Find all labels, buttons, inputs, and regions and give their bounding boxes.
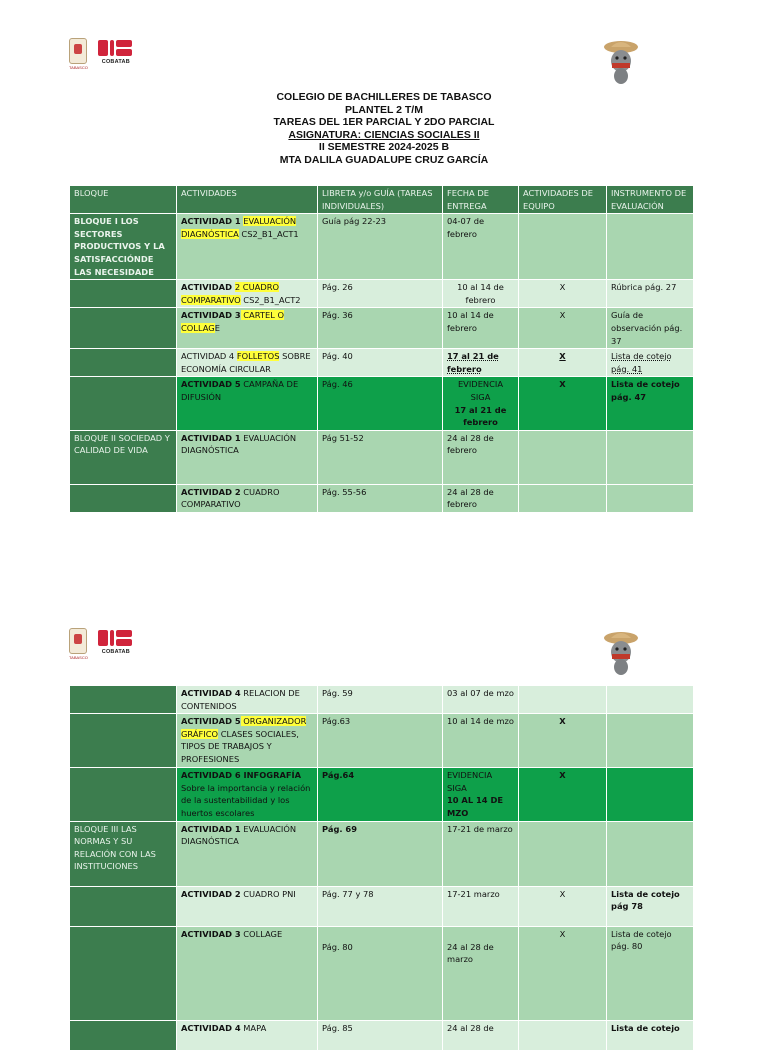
table-row — [70, 377, 694, 430]
bloque-label: BLOQUE II SOCIEDAD Y CALIDAD DE VIDA — [74, 432, 170, 456]
fecha-cell: 17-21 marzo — [443, 886, 519, 926]
bloque-cell — [70, 349, 177, 377]
fecha-text: 17 al 21 de febrero — [447, 351, 499, 374]
activity-text: CAMPAÑA DE DIFUSIÓN — [181, 379, 299, 402]
equipo-cell: X — [519, 886, 607, 926]
activity-number: ACTIVIDAD — [181, 282, 235, 293]
equipo-cell — [519, 484, 607, 512]
instrumento-cell — [607, 1020, 694, 1050]
activity-highlight: CARTEL O COLLAG — [181, 310, 284, 333]
equipo-mark: X — [559, 716, 566, 727]
libreta-cell: Pág. 85 — [318, 1020, 443, 1050]
tabasco-seal-logo — [69, 628, 88, 660]
activity-cell — [177, 768, 318, 821]
instrumento-cell — [607, 886, 694, 926]
mascot-icon — [599, 37, 643, 87]
instrumento-text: Lista de cotejo pág. 41 — [611, 351, 672, 374]
instrumento-text: Lista de cotejo pág 78 — [611, 888, 680, 912]
table-row — [70, 214, 694, 280]
bloque-cell — [70, 886, 177, 926]
bloque-label: BLOQUE I LOS SECTORES PRODUCTIVOS Y LA SATISFACCIÓNDE LAS NECESIDADE — [74, 216, 165, 277]
bloque-cell — [70, 1020, 177, 1050]
bloque-cell — [70, 484, 177, 512]
equipo-cell — [519, 214, 607, 280]
bloque-cell — [70, 821, 177, 886]
activity-cell — [177, 349, 318, 377]
libreta-cell: Pág. 59 — [318, 686, 443, 714]
equipo-cell — [519, 349, 607, 377]
col-header-instrumento: INSTRUMENTO DE EVALUACIÓN — [607, 186, 694, 214]
instrumento-cell — [607, 349, 694, 377]
table-row — [70, 349, 694, 377]
fecha-cell: 10 al 14 de febrero — [443, 308, 519, 349]
fecha-cell: 10 al 14 de febrero — [443, 280, 519, 308]
fecha-cell: 03 al 07 de mzo — [443, 686, 519, 714]
table-row — [70, 821, 694, 886]
bloque-cell — [70, 214, 177, 280]
instrumento-cell — [607, 768, 694, 821]
seal-icon — [69, 628, 87, 654]
libreta-cell — [318, 926, 443, 1020]
libreta-cell: Pág. 55-56 — [318, 484, 443, 512]
semester-title: II SEMESTRE 2024-2025 B — [318, 141, 450, 154]
tasks-title: TAREAS DEL 1ER PARCIAL Y 2DO PARCIAL — [273, 116, 495, 129]
libreta-text: Pág. 80 — [322, 941, 353, 952]
fecha-cell: 04-07 de febrero — [443, 214, 519, 280]
equipo-cell: X — [519, 926, 607, 1020]
table-row — [70, 926, 694, 1020]
activity-number: ACTIVIDAD 4 — [181, 688, 241, 698]
fecha-evidence: EVIDENCIA SIGA — [447, 770, 493, 793]
table-row — [70, 714, 694, 768]
school-name: COLEGIO DE BACHILLERES DE TABASCO — [276, 91, 492, 103]
table-header-row — [70, 186, 694, 214]
fecha-cell — [443, 768, 519, 821]
instrumento-text: Lista de cotejo — [611, 1022, 680, 1033]
instrumento-cell: Lista de cotejo pág. 80 — [607, 926, 694, 1020]
activity-number: ACTIVIDAD 2 — [181, 486, 241, 497]
instrumento-cell — [607, 214, 694, 280]
activity-text: CS2_B1_ACT1 — [238, 228, 299, 239]
equipo-mark: X — [559, 351, 566, 362]
bloque-cell — [70, 430, 177, 484]
equipo-cell: X — [519, 308, 607, 349]
tabasco-seal-logo — [69, 38, 88, 70]
table-row — [70, 686, 694, 714]
fecha-text: 10 AL 14 DE MZO — [447, 795, 504, 818]
equipo-cell — [519, 714, 607, 768]
equipo-cell — [519, 686, 607, 714]
activity-cell — [177, 280, 318, 308]
equipo-mark: X — [559, 770, 566, 781]
activity-text: MAPA — [240, 1022, 267, 1033]
activity-cell — [177, 886, 318, 926]
cobatab-logo — [98, 628, 134, 655]
seal-caption: TABASCO — [69, 655, 88, 660]
activity-text: Sobre la importancia y relación de la sustentabilidad y los huertos escolares — [181, 782, 311, 818]
bloque-cell — [70, 714, 177, 768]
instrumento-cell — [607, 821, 694, 886]
libreta-cell: Pág. 36 — [318, 308, 443, 349]
activity-highlight: 2 CUADRO COMPARATIVO — [181, 282, 280, 305]
tasks-table-page1 — [69, 185, 694, 513]
instrumento-cell — [607, 377, 694, 430]
table-row — [70, 484, 694, 512]
document-header — [0, 91, 768, 167]
activity-highlight: FOLLETOS — [236, 351, 280, 362]
activity-cell — [177, 377, 318, 430]
activity-highlight: EVALUACIÓN DIAGNÓSTICA — [181, 216, 297, 239]
fecha-text: 17 al 21 de febrero — [454, 404, 507, 428]
bloque-cell — [70, 377, 177, 430]
activity-text: EVALUACIÓN DIAGNÓSTICA — [181, 432, 297, 456]
libreta-cell — [318, 821, 443, 886]
bloque-label: BLOQUE III LAS NORMAS Y SU RELACIÓN CON LAS INSTITUCIONES — [74, 823, 156, 872]
libreta-cell: Pág. 26 — [318, 280, 443, 308]
mascot-icon — [599, 628, 643, 678]
bloque-cell — [70, 308, 177, 349]
equipo-mark: X — [559, 379, 566, 390]
col-header-fecha: FECHA DE ENTREGA — [443, 186, 519, 214]
fecha-cell — [443, 377, 519, 430]
table-row — [70, 1020, 694, 1050]
equipo-cell — [519, 1020, 607, 1050]
libreta-cell: Pág.63 — [318, 714, 443, 768]
activity-cell — [177, 821, 318, 886]
libreta-text: Pág.64 — [322, 770, 355, 781]
libreta-cell — [318, 768, 443, 821]
libreta-text: Pág. 69 — [322, 823, 357, 834]
activity-number: ACTIVIDAD 6 INFOGRAFÍA — [181, 770, 302, 781]
activity-number: ACTIVIDAD 1 — [181, 823, 241, 834]
equipo-cell — [519, 377, 607, 430]
activity-number: ACTIVIDAD 3 — [181, 928, 241, 939]
libreta-cell: Pág. 46 — [318, 377, 443, 430]
table-row — [70, 886, 694, 926]
activity-cell — [177, 214, 318, 280]
table-row — [70, 308, 694, 349]
cobatab-text: COBATAB — [101, 59, 130, 65]
activity-cell — [177, 484, 318, 512]
tasks-table-page2 — [69, 685, 694, 1051]
bloque-cell — [70, 768, 177, 821]
bloque-cell — [70, 280, 177, 308]
libreta-cell: Pág. 77 y 78 — [318, 886, 443, 926]
activity-cell — [177, 1020, 318, 1050]
instrumento-cell — [607, 484, 694, 512]
cobatab-mark-icon — [98, 628, 134, 648]
activity-text: SOBRE ECONOMÍA CIRCULAR — [181, 351, 311, 374]
cobatab-text: COBATAB — [101, 649, 130, 655]
col-header-libreta: LIBRETA y/o GUÍA (TAREAS INDIVIDUALES) — [318, 186, 443, 214]
activity-highlight: ORGANIZADOR GRÁFICO — [181, 716, 307, 739]
seal-icon — [69, 38, 87, 64]
activity-cell — [177, 714, 318, 768]
activity-text: COLLAGE — [240, 928, 283, 939]
equipo-cell — [519, 821, 607, 886]
fecha-cell: 17-21 de marzo — [443, 821, 519, 886]
teacher-name: MTA DALILA GUADALUPE CRUZ GARCÍA — [279, 153, 489, 166]
activity-number: ACTIVIDAD 2 — [181, 888, 241, 899]
activity-number: ACTIVIDAD 1 — [181, 432, 241, 443]
instrumento-cell — [607, 714, 694, 768]
equipo-cell: X — [519, 280, 607, 308]
page2-logos — [69, 628, 134, 660]
activity-text: CLASES SOCIALES, TIPOS DE TRABAJOS Y PROFESIONES — [181, 728, 299, 764]
activity-cell — [177, 926, 318, 1020]
activity-cell — [177, 430, 318, 484]
subject-title: ASIGNATURA: CIENCIAS SOCIALES II — [288, 128, 480, 141]
fecha-text: 24 al 28 de marzo — [447, 941, 494, 965]
activity-text: CS2_B1_ACT2 — [240, 294, 301, 305]
instrumento-cell — [607, 686, 694, 714]
fecha-cell — [443, 349, 519, 377]
activity-text: CUADRO COMPARATIVO — [181, 486, 280, 510]
table-row — [70, 280, 694, 308]
activity-cell — [177, 686, 318, 714]
instrumento-cell — [607, 430, 694, 484]
activity-number: ACTIVIDAD 4 — [181, 1022, 241, 1033]
fecha-cell — [443, 926, 519, 1020]
cobatab-logo — [98, 38, 134, 65]
equipo-cell — [519, 768, 607, 821]
page1-logos — [69, 38, 134, 70]
activity-text: EVALUACIÓN DIAGNÓSTICA — [181, 823, 297, 847]
col-header-bloque: BLOQUE — [70, 186, 177, 214]
fecha-cell: 24 al 28 de — [443, 1020, 519, 1050]
seal-caption: TABASCO — [69, 65, 88, 70]
activity-cell — [177, 308, 318, 349]
campus-name: PLANTEL 2 T/M — [345, 103, 423, 116]
libreta-cell: Guía pág 22-23 — [318, 214, 443, 280]
fecha-evidence: EVIDENCIA SIGA — [457, 379, 504, 402]
instrumento-cell: Rúbrica pág. 27 — [607, 280, 694, 308]
libreta-cell: Pág. 40 — [318, 349, 443, 377]
fecha-cell: 24 al 28 de febrero — [443, 484, 519, 512]
activity-number: ACTIVIDAD 3 — [181, 310, 241, 321]
fecha-cell: 24 al 28 de febrero — [443, 430, 519, 484]
activity-text: RELACION DE CONTENIDOS — [181, 688, 300, 711]
activity-number: ACTIVIDAD 5 — [181, 716, 241, 727]
instrumento-text: Lista de cotejo pág. 47 — [611, 379, 680, 402]
table-row — [70, 430, 694, 484]
cobatab-mark-icon — [98, 38, 134, 58]
col-header-actividades: ACTIVIDADES — [177, 186, 318, 214]
activity-text: CUADRO PNI — [240, 888, 296, 899]
table-row — [70, 768, 694, 821]
activity-text: E — [214, 322, 220, 333]
col-header-equipo: ACTIVIDADES DE EQUIPO — [519, 186, 607, 214]
fecha-cell: 10 al 14 de mzo — [443, 714, 519, 768]
instrumento-cell: Guía de observación pág. 37 — [607, 308, 694, 349]
equipo-cell — [519, 430, 607, 484]
bloque-cell — [70, 926, 177, 1020]
activity-number: ACTIVIDAD 1 — [181, 216, 241, 227]
activity-number: ACTIVIDAD 4 — [181, 351, 237, 362]
libreta-cell: Pág 51-52 — [318, 430, 443, 484]
bloque-cell — [70, 686, 177, 714]
activity-number: ACTIVIDAD 5 — [181, 379, 241, 390]
